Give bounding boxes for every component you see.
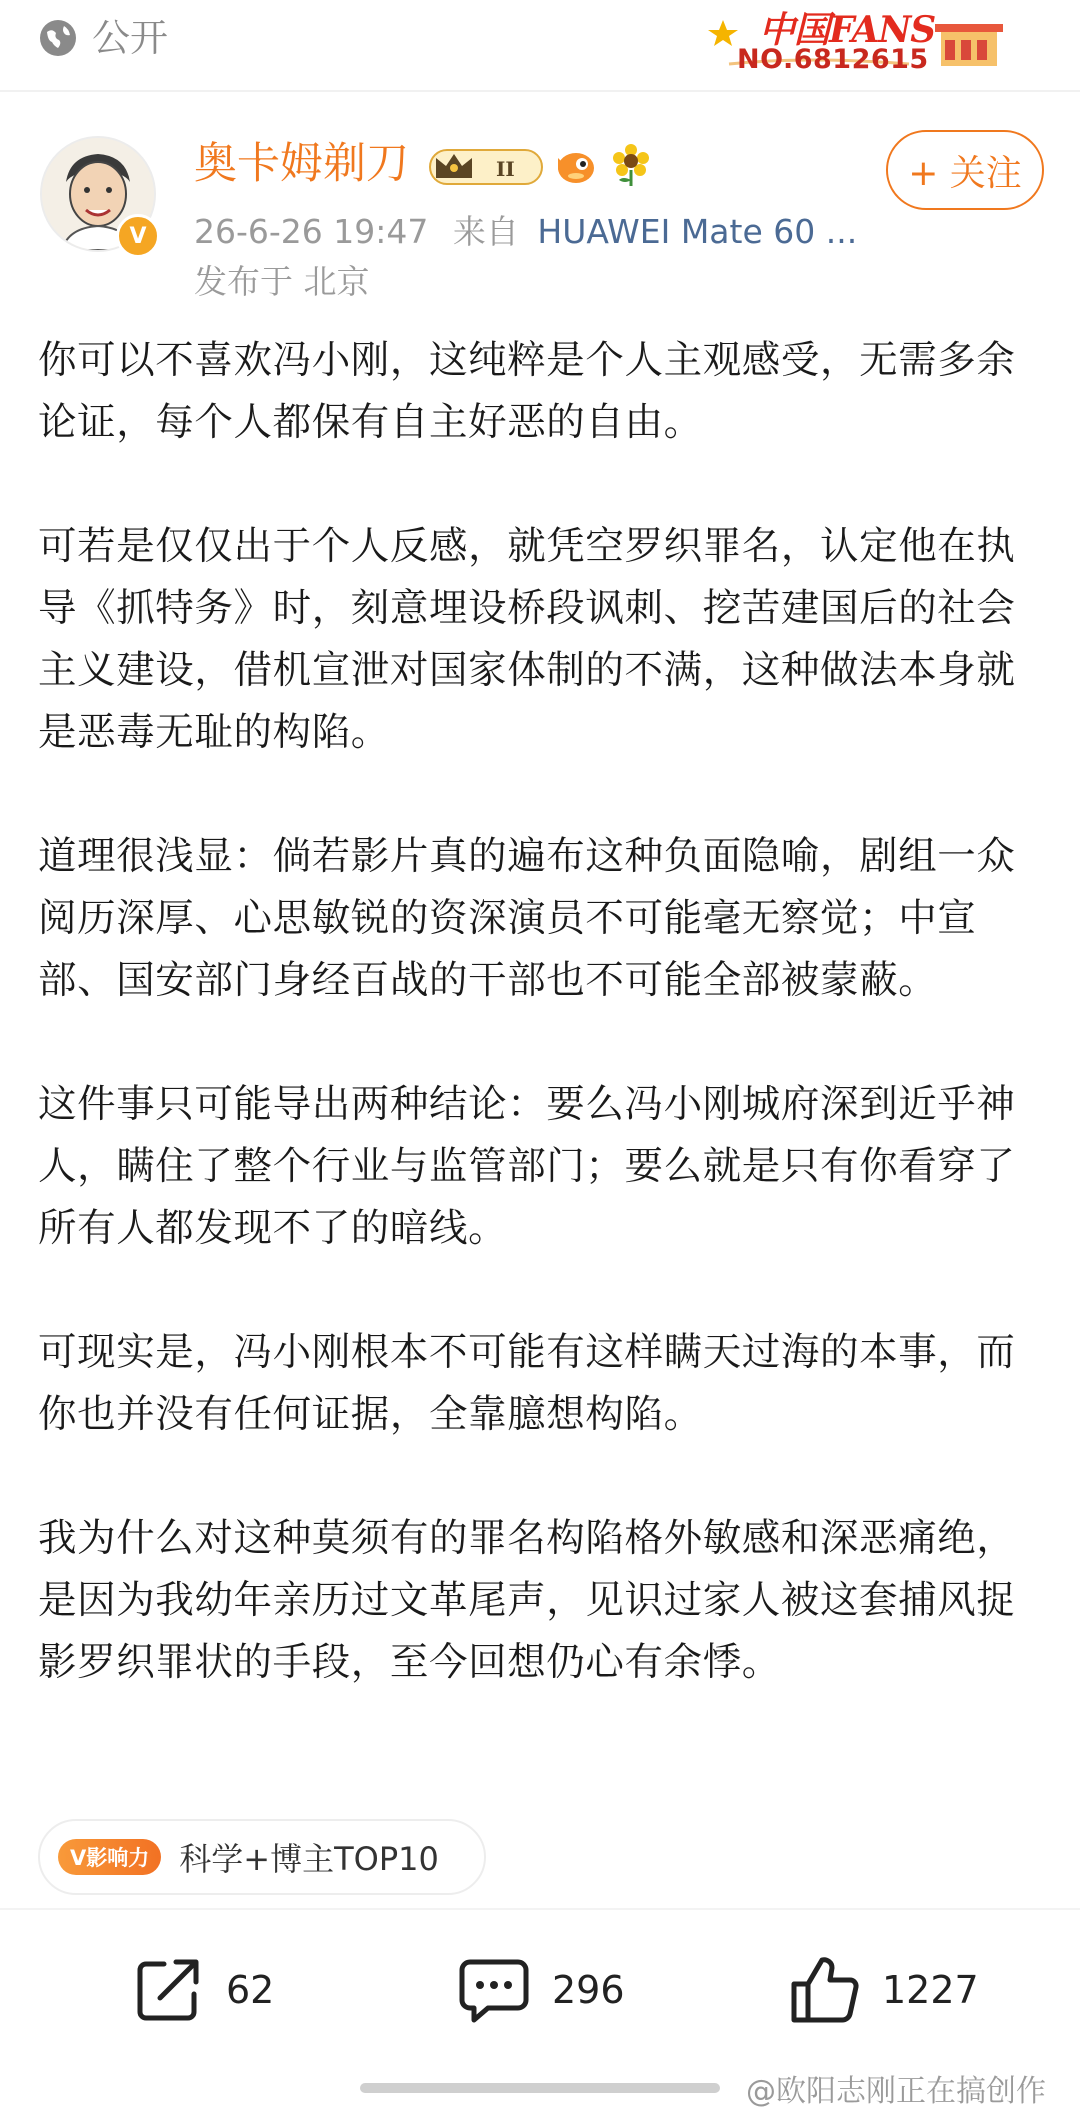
post-timestamp: 26-6-26 19:47	[194, 212, 429, 251]
divider	[0, 1908, 1080, 1910]
share-count: 62	[226, 1968, 275, 2012]
level-badge-text: II	[496, 157, 515, 181]
follow-button[interactable]: + 关注	[886, 130, 1044, 210]
visibility-label: 公开	[92, 16, 169, 60]
author-header	[0, 130, 1080, 310]
post-meta	[194, 206, 857, 253]
top-bar	[0, 0, 1080, 82]
post-location: 发布于 北京	[194, 262, 370, 301]
comment-icon	[456, 1952, 532, 2028]
post-paragraph: 可现实是，冯小刚根本不可能有这样瞒天过海的本事，而你也并没有任何证据，全靠臆想构陷。	[38, 1330, 1016, 1437]
post-paragraph: 道理很浅显：倘若影片真的遍布这种负面隐喻，剧组一众阅历深厚、心思敏锐的资深演员不可能毫无察觉；中宣部、国安部门身经百战的干部也不可能全部被蒙蔽。	[38, 834, 1016, 1003]
divider	[0, 90, 1080, 92]
globe-icon	[38, 18, 78, 58]
author-name[interactable]: 奥卡姆剃刀	[194, 139, 409, 189]
verified-v-icon: V	[116, 214, 160, 258]
member-crown-icon[interactable]	[428, 144, 544, 188]
post-paragraph: 我为什么对这种莫须有的罪名构陷格外敏感和深恶痛绝，是因为我幼年亲历过文革尾声，见识过家人被这套捕风捉影罗织罪状的手段，至今回想仍心有余悸。	[38, 1516, 1016, 1685]
like-count: 1227	[882, 1968, 979, 2012]
post-paragraph: 这件事只可能导出两种结论：要么冯小刚城府深到近乎神人，瞒住了整个行业与监管部门；要么就是只有你看穿了所有人都发现不了的暗线。	[38, 1082, 1016, 1251]
fish-badge-icon[interactable]	[552, 142, 600, 190]
like-button[interactable]	[786, 1950, 979, 2030]
influence-badge: V影响力	[58, 1839, 161, 1875]
share-button[interactable]	[130, 1950, 274, 2030]
influence-tag[interactable]	[38, 1819, 486, 1895]
watermark: @欧阳志刚正在搞创作	[746, 2074, 1046, 2109]
like-icon	[786, 1952, 862, 2028]
fans-badge-number: NO.6812615	[737, 44, 929, 75]
source-prefix: 来自	[452, 212, 519, 251]
device-link[interactable]: HUAWEI Mate 60 ...	[537, 212, 858, 251]
china-fans-badge[interactable]	[705, 0, 1005, 82]
visibility-indicator[interactable]	[38, 18, 168, 58]
sunflower-badge-icon[interactable]	[610, 142, 652, 188]
post-paragraph: 你可以不喜欢冯小刚，这纯粹是个人主观感受，无需多余论证，每个人都保有自主好恶的自由。	[38, 338, 1016, 445]
influence-label: 科学+博主TOP10	[179, 1840, 439, 1878]
comment-count: 296	[552, 1968, 625, 2012]
comment-button[interactable]	[456, 1950, 625, 2030]
share-icon	[130, 1952, 206, 2028]
post-paragraph: 可若是仅仅出于个人反感，就凭空罗织罪名，认定他在执导《抓特务》时，刻意埋设桥段讽刺、挖苦建国后的社会主义建设，借机宣泄对国家体制的不满，这种做法本身就是恶毒无耻的构陷。	[38, 524, 1016, 755]
fans-badge-title: 中国FANS	[759, 9, 936, 51]
post-body	[38, 330, 1043, 1756]
home-indicator[interactable]	[360, 2083, 720, 2093]
